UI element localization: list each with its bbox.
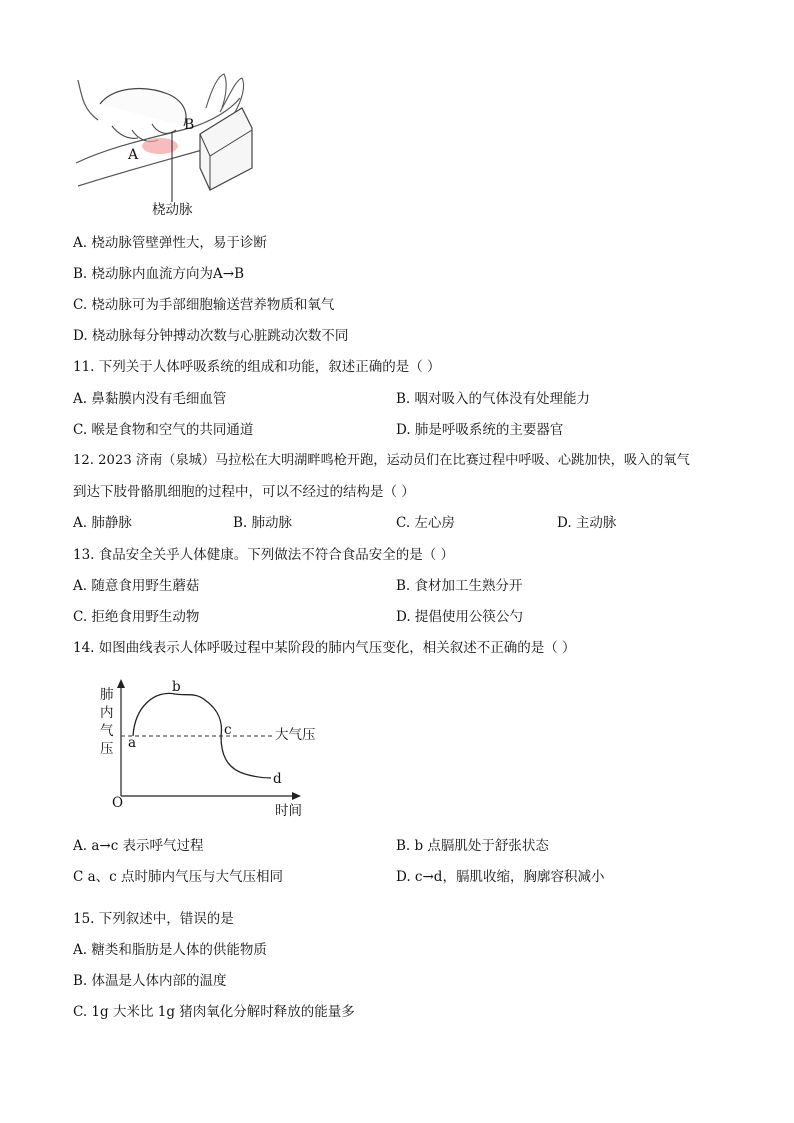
y-label-1: 肺 bbox=[100, 687, 114, 703]
q15-option-c: C. 1g 大米比 1g 猪肉氧化分解时释放的能量多 bbox=[73, 1004, 355, 1020]
q11-option-d: D. 肺是呼吸系统的主要器官 bbox=[396, 422, 564, 438]
q13-stem: 13. 食品安全关乎人体健康。下列做法不符合食品安全的是（ ） bbox=[73, 547, 455, 563]
q10-option-d: D. 桡动脉每分钟搏动次数与心脏跳动次数不同 bbox=[73, 328, 349, 344]
q14-option-d: D. c→d，膈肌收缩，胸廓容积减小 bbox=[396, 869, 605, 885]
x-axis-arrow bbox=[292, 792, 301, 800]
x-axis-label: 时间 bbox=[275, 803, 302, 819]
q10-option-a: A. 桡动脉管壁弹性大，易于诊断 bbox=[73, 235, 267, 251]
label-a: A bbox=[128, 147, 139, 163]
y-label-3: 气 bbox=[100, 723, 114, 739]
q11-option-a: A. 鼻黏膜内没有毛细血管 bbox=[73, 391, 227, 407]
lung-pressure-figure bbox=[95, 676, 335, 826]
q11-option-b: B. 咽对吸入的气体没有处理能力 bbox=[396, 391, 591, 407]
y-label-4: 压 bbox=[100, 741, 114, 757]
q12-stem-line1: 12. 2023 济南（泉城）马拉松在大明湖畔鸣枪开跑，运动员们在比赛过程中呼吸、心跳加快，吸入的氧气 bbox=[73, 453, 690, 468]
q11-stem: 11. 下列关于人体呼吸系统的组成和功能，叙述正确的是（ ） bbox=[73, 359, 441, 375]
pulse-illustration bbox=[72, 68, 262, 220]
q11-option-c: C. 喉是食物和空气的共同通道 bbox=[73, 422, 254, 438]
point-c-label: c bbox=[224, 722, 232, 738]
point-d-label: d bbox=[273, 771, 282, 787]
point-b-label: b bbox=[172, 679, 181, 695]
label-b: B bbox=[184, 117, 195, 133]
q15-option-b: B. 体温是人体内部的温度 bbox=[73, 973, 227, 989]
q14-option-a: A. a→c 表示呼气过程 bbox=[73, 838, 204, 854]
origin-label: O bbox=[112, 795, 124, 811]
q10-option-c: C. 桡动脉可为手部细胞输送营养物质和氧气 bbox=[73, 297, 335, 313]
q13-option-a: A. 随意食用野生蘑菇 bbox=[73, 578, 200, 594]
figure-caption: 桡动脉 bbox=[152, 202, 193, 218]
y-axis-arrow bbox=[117, 679, 125, 688]
q10-option-b: B. 桡动脉内血流方向为A→B bbox=[73, 266, 244, 282]
q12-option-a: A. 肺静脉 bbox=[73, 515, 132, 531]
q13-option-b: B. 食材加工生熟分开 bbox=[396, 578, 523, 594]
q15-option-a: A. 糖类和脂肪是人体的供能物质 bbox=[73, 942, 267, 958]
q15-stem: 15. 下列叙述中，错误的是 bbox=[73, 911, 234, 927]
atmospheric-label: 大气压 bbox=[275, 727, 316, 743]
q12-stem-line2: 到达下肢骨骼肌细胞的过程中，可以不经过的结构是（ ） bbox=[73, 484, 415, 500]
q13-option-d: D. 提倡使用公筷公勺 bbox=[396, 609, 523, 625]
q14-option-b: B. b 点膈肌处于舒张状态 bbox=[396, 838, 549, 854]
q12-option-c: C. 左心房 bbox=[396, 515, 455, 531]
q14-stem: 14. 如图曲线表示人体呼吸过程中某阶段的肺内气压变化，相关叙述不正确的是（ ） bbox=[73, 640, 576, 656]
point-a-label: a bbox=[128, 735, 137, 751]
q12-option-b: B. 肺动脉 bbox=[233, 515, 293, 531]
q14-option-c: C a、c 点时肺内气压与大气压相同 bbox=[73, 869, 284, 885]
y-label-2: 内 bbox=[100, 705, 114, 721]
q13-option-c: C. 拒绝食用野生动物 bbox=[73, 609, 200, 625]
q12-option-d: D. 主动脉 bbox=[557, 515, 617, 531]
radial-artery-figure bbox=[72, 68, 262, 220]
